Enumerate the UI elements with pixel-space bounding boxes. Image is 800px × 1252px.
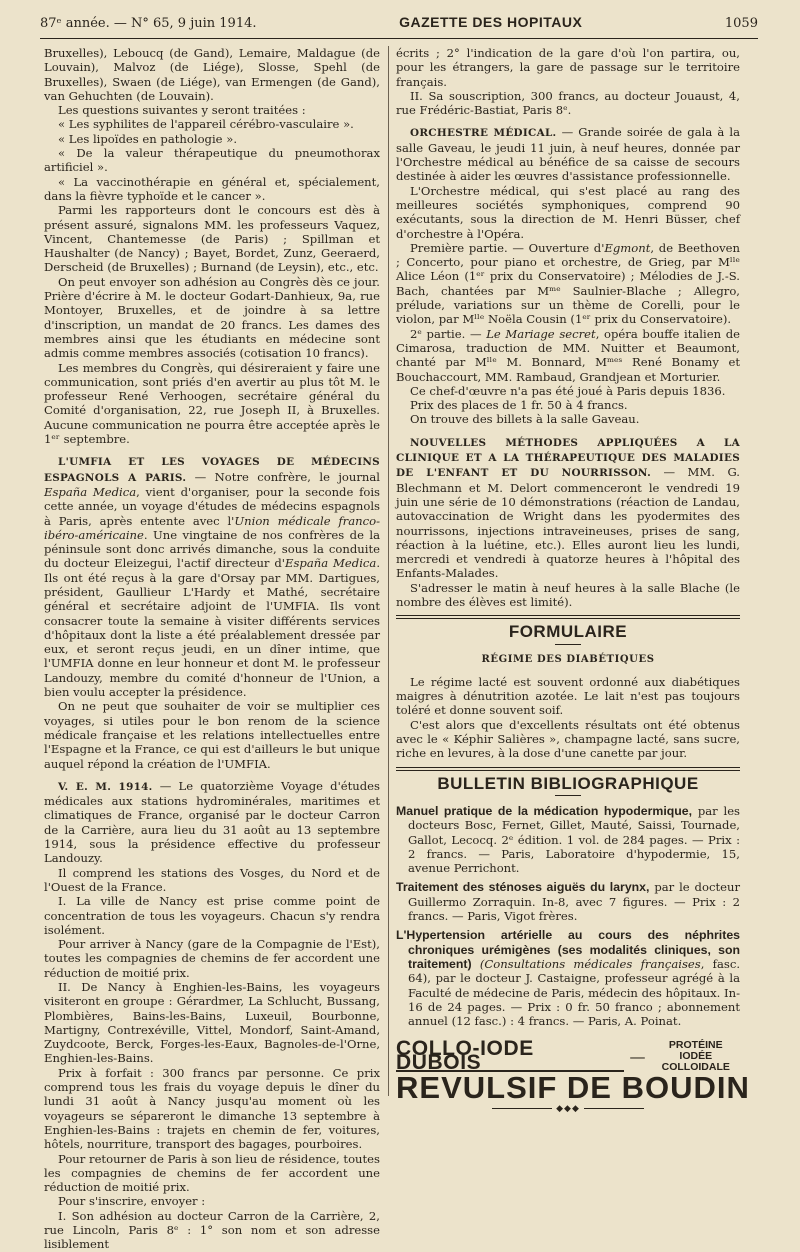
title-underline bbox=[555, 644, 581, 645]
paragraph: II. De Nancy à Enghien-les-Bains, les voyageurs visiteront en groupe : Gérardmer, La Schlucht, Bussang, Plombières, Bains-les-Bains, Luxeuil, Bourbonne, Martigny, Contrexéville, Vittel, Mondorf, Saint-Amand, Zuydcoote, Berck, Forges-les-Eaux, Bagnoles-de-l'Orne, Enghien-les-Bains. bbox=[44, 980, 380, 1066]
paragraph bbox=[396, 241, 740, 327]
paragraph: Les questions suivantes y seront traitées : bbox=[58, 103, 306, 118]
question-item: « Les syphilites de l'appareil cérébro-vasculaire ». bbox=[58, 117, 354, 132]
book-title: L'Hypertension artérielle au cours des néphrites chroniques urémigènes (ses modalités cliniques, son traitement) bbox=[396, 928, 740, 971]
text-run: par le docteur Guillermo Zorraquin. In-8, avec 7 figures. — Prix : 2 francs. — Paris, Vigot frères. bbox=[408, 880, 740, 924]
paragraph: I. La ville de Nancy est prise comme point de concentration de tous les voyageurs. Chacun s'y rendra isolément. bbox=[44, 894, 380, 937]
section-rule bbox=[396, 767, 740, 771]
book-title: Manuel pratique de la médication hypodermique, bbox=[396, 803, 693, 818]
paragraph: Les membres du Congrès, qui désireraient y faire une communication, sont priés d'en avertir au plus tôt M. le professeur René Verhoogen, secrétaire général du Comité d'organisation, 22, rue Joseph II, à Bruxelles. Aucune communication ne pourra être acceptée après le 1ᵉʳ septembre. bbox=[44, 360, 380, 447]
work-title: Egmont bbox=[604, 240, 651, 255]
journal-name: España Medica bbox=[285, 556, 377, 571]
series-name: (Consultations médicales françaises bbox=[479, 956, 701, 971]
header-journal-title: GAZETTE DES HOPITAUX bbox=[399, 14, 583, 30]
nouvelles-article bbox=[396, 435, 740, 581]
revulsif-boudin-ad: REVULSIF DE BOUDIN bbox=[396, 1070, 750, 1106]
collo-iode-ad bbox=[396, 1036, 740, 1074]
text-run: Première partie. — Ouverture d' bbox=[410, 240, 605, 255]
paragraph: I. Son adhésion au docteur Carron de la Carrière, 2, rue Lincoln, Paris 8ᵉ : 1° son nom et son adresse lisiblement bbox=[44, 1208, 380, 1252]
paragraph: Pour retourner de Paris à son lieu de résidence, toutes les compagnies de chemins de fer accordent une réduction de moitié prix. bbox=[44, 1151, 380, 1195]
paragraph: C'est alors que d'excellents résultats ont été obtenus avec le « Képhir Salières », champagne lacté, sans sucre, riche en levures, à la dose d'une canette par jour. bbox=[396, 717, 740, 761]
paragraph: Prix à forfait : 300 francs par personne. Ce prix comprend tous les frais du voyage depuis le dîner du lundi 31 août à Nancy jusqu'au moment où les voyageurs se sépareront le dimanche 13 septembre à Enghien-les-Bains : trajets en chemin de fer, voitures, hôtels, nourriture, transport des bagages, pourboires. bbox=[44, 1065, 380, 1152]
question-item: « Les lipoïdes en pathologie ». bbox=[58, 131, 238, 146]
ad-tagline-line: PROTÉINE IODÉE bbox=[668, 1039, 723, 1063]
bulletin-title: BULLETIN BIBLIOGRAPHIQUE bbox=[437, 773, 699, 793]
paragraph: L'Orchestre médical, qui s'est placé au rang des meilleures sociétés symphoniques, comprend 90 exécutants, sous la direction de M. Henri Büsser, chef d'orchestre à l'Opéra. bbox=[396, 183, 740, 241]
column-divider bbox=[388, 46, 389, 1096]
formulaire-title: FORMULAIRE bbox=[508, 622, 628, 642]
text-run: . Ils ont été reçus à la gare d'Orsay par MM. Dartigues, président, Gaullieur L'Hardy et Mathé, secrétaire général et secrétaire adjoint de l'UMFIA. Ils vont consacrer toute la semaine à visiter différents services d'hôpitaux dont la liste a été préalablement dressée par eux, et seront reçus jeudi, en un dîner intime, que l'UMFIA donne en leur honneur et dont M. le professeur Landouzy, membre du comité d'honneur de l'Union, a bien voulu accepter la présidence. bbox=[44, 556, 380, 700]
paragraph: Ce chef-d'œuvre n'a pas été joué à Paris depuis 1836. bbox=[410, 383, 726, 398]
regime-subheading: RÉGIME DES DIABÉTIQUES bbox=[481, 653, 655, 665]
header-issue: 87ᵉ année. — N° 65, 9 juin 1914. bbox=[40, 16, 257, 31]
bibliography-entry bbox=[396, 928, 740, 1028]
work-title: Le Mariage secret bbox=[486, 326, 596, 341]
vem-article bbox=[44, 779, 380, 866]
header-page-number: 1059 bbox=[724, 16, 758, 31]
text-run: , fasc. 64), par le docteur J. Castaigne, professeur agrégé à la Faculté de médecine de Paris, médecin des hôpitaux. In-16 de 24 pages. — Prix : 0 fr. 50 franco ; abonnement annuel (12 fasc.) : 4 francs. — Paris, A. Poinat. bbox=[408, 956, 741, 1029]
text-run: , de Beethoven ; Concerto, pour piano et orchestre, de Grieg, par Mˡˡᵉ Alice Léon (1ᵉʳ prix du Conservatoire) ; Mélodies de J.-S. Bach, chantées par Mᵐᵉ Saulnier-Blache ; Allegro, prélude, variations sur un thème de Corelli, pour le violon, par Mˡˡᵉ Noëla Cousin (1ᵉʳ prix du Conservatoire). bbox=[396, 240, 740, 327]
text-run: — MM. G. Blechmann et M. Delort commenceront le vendredi 19 juin une série de 10 démonstrations (réaction de Landau, autovaccination de Wright dans les pyodermites des nourrissons, injections intraveineuses, prises de sang, réaction à la luétine, etc.). Elles auront lieu les lundi, mercredi et vendredi à quatorze heures à l'hôpital des Enfants-Malades. bbox=[396, 465, 740, 581]
text-run: — Notre confrère, le journal bbox=[186, 469, 380, 484]
paragraph: Bruxelles), Leboucq (de Gand), Lemaire, Maldague (de Louvain), Malvoz (de Liége), Slosse, Spehl (de Bruxelles), Swaen (de Liége), van Ermengen (de Gand), van Gehuchten (de Louvain). bbox=[44, 46, 380, 103]
ornament-rule: ◆◆◆ bbox=[396, 1102, 740, 1116]
orchestre-heading: ORCHESTRE MÉDICAL. bbox=[410, 127, 557, 140]
question-item: « La vaccinothérapie en général et, spécialement, dans la fièvre typhoïde et le cancer ». bbox=[44, 174, 380, 203]
umfia-heading: L'UMFIA ET LES VOYAGES DE MÉDECINS ESPAGNOLS A PARIS. bbox=[44, 456, 380, 484]
text-run: — Le quatorzième Voyage d'études médicales aux stations hydrominérales, maritimes et climatiques de France, organisé par le docteur Carron de la Carrière, aura lieu du 31 août au 13 septembre 1914, sous la présidence effective du professeur Landouzy. bbox=[44, 778, 380, 866]
paragraph: écrits ; 2° l'indication de la gare d'où l'on partira, ou, pour les étrangers, la gare de passage sur le territoire français. bbox=[396, 46, 740, 89]
section-rule bbox=[396, 615, 740, 619]
paragraph: On ne peut que souhaiter de voir se multiplier ces voyages, si utiles pour le bon renom de la science médicale française et les relations intellectuelles entre l'Espagne et la France, ce qui est d'ailleurs le but unique auquel répond la création de l'UMFIA. bbox=[44, 699, 380, 771]
umfia-article bbox=[44, 454, 380, 699]
paragraph: Le régime lacté est souvent ordonné aux diabétiques maigres à dénutrition azotée. Le lait n'est pas toujours toléré et donne souvent soif. bbox=[396, 674, 740, 718]
paragraph: On peut envoyer son adhésion au Congrès dès ce jour. Prière d'écrire à M. le docteur Godart-Danhieux, 9a, rue Montoyer, Bruxelles, et de joindre à sa lettre d'inscription, un mandat de 20 francs. Les dames des membres ainsi que les étudiants en médecine sont admis comme membres associés (cotisation 10 francs). bbox=[44, 274, 380, 361]
ad-tagline bbox=[652, 1040, 740, 1073]
question-item: « De la valeur thérapeutique du pneumothorax artificiel ». bbox=[44, 146, 380, 175]
page-header bbox=[40, 14, 758, 38]
text-run: — Grande soirée de gala à la salle Gaveau, le jeudi 11 juin, à neuf heures, donnée par l'Orchestre médical au bénéfice de sa caisse de secours destinée à aider les œuvres d'assistance professionnelle. bbox=[396, 125, 740, 184]
union-name: Union médicale franco-ibéro-américaine bbox=[44, 513, 380, 542]
paragraph: On trouve des billets à la salle Gaveau. bbox=[410, 412, 640, 427]
vem-heading: V. E. M. 1914. bbox=[58, 780, 153, 793]
paragraph: S'adresser le matin à neuf heures à la salle Blache (le nombre des élèves est limité). bbox=[396, 580, 740, 609]
right-column bbox=[396, 46, 750, 1116]
left-column bbox=[44, 46, 380, 1252]
header-rule bbox=[40, 38, 758, 39]
text-run: , opéra bouffe italien de Cimarosa, traduction de MM. Nuitter et Beaumont, chanté par Mˡˡᵉ M. Bonnard, Mᵐᵉˢ René Bonamy et Bouchaccourt, MM. Rambaud, Grandjean et Morturier. bbox=[396, 326, 740, 384]
paragraph: II. Sa souscription, 300 francs, au docteur Jouaust, 4, rue Frédéric-Bastiat, Paris 8ᵉ. bbox=[396, 88, 740, 118]
ad-tagline-line: COLLOIDALE bbox=[661, 1061, 730, 1074]
book-title: Traitement des sténoses aiguës du larynx, bbox=[396, 880, 650, 895]
orchestre-article bbox=[396, 125, 740, 183]
paragraph: Pour s'inscrire, envoyer : bbox=[58, 1194, 206, 1209]
text-run: . Une vingtaine de nos confrères de la péninsule sont donc arrivés dimanche, sous la conduite du docteur Eleizegui, l'actif directeur d' bbox=[44, 527, 380, 571]
text-run: par les docteurs Bosc, Fernet, Gillet, Mauté, Saissi, Tournade, Gallot, Lecocq. 2ᵉ édition. 1 vol. de 284 pages. — Prix : 2 francs. — Paris, Laboratoire d'hypodermie, 15, avenue Perrichont. bbox=[408, 803, 741, 876]
text-run: , vient d'organiser, pour la seconde fois cette année, un voyage d'études de médecins espagnols à Paris, après entente avec l' bbox=[44, 484, 380, 528]
paragraph: Prix des places de 1 fr. 50 à 4 francs. bbox=[410, 398, 628, 413]
paragraph: Il comprend les stations des Vosges, du Nord et de l'Ouest de la France. bbox=[44, 865, 380, 894]
nouvelles-heading: NOUVELLES MÉTHODES APPLIQUÉES A LA CLINIQUE ET A LA THÉRAPEUTIQUE DES MALADIES DE L'ENFANT ET DU NOURRISSON. bbox=[396, 436, 740, 480]
paragraph: Parmi les rapporteurs dont le concours est dès à présent assuré, signalons MM. les professeurs Vaquez, Vincent, Chantemesse (de Paris) ; Spillman et Haushalter (de Nancy) ; Bayet, Bordet, Zunz, Geeraerd, Derscheid (de Bruxelles) ; Burnand (de Leysin), etc., etc. bbox=[44, 203, 380, 275]
paragraph: Pour arriver à Nancy (gare de la Compagnie de l'Est), toutes les compagnies de chemins de fer accordent une réduction de moitié prix. bbox=[44, 937, 380, 980]
bibliography-entry bbox=[396, 880, 740, 923]
text-run: 2ᵉ partie. — bbox=[410, 326, 487, 341]
collo-iode-brand: COLLO-IODE DUBOIS bbox=[396, 1042, 624, 1073]
bibliography-entry bbox=[396, 804, 740, 875]
paragraph bbox=[396, 327, 740, 384]
title-underline bbox=[555, 795, 581, 796]
ad-dash: — bbox=[629, 1046, 646, 1066]
journal-name: España Medica bbox=[44, 484, 137, 499]
